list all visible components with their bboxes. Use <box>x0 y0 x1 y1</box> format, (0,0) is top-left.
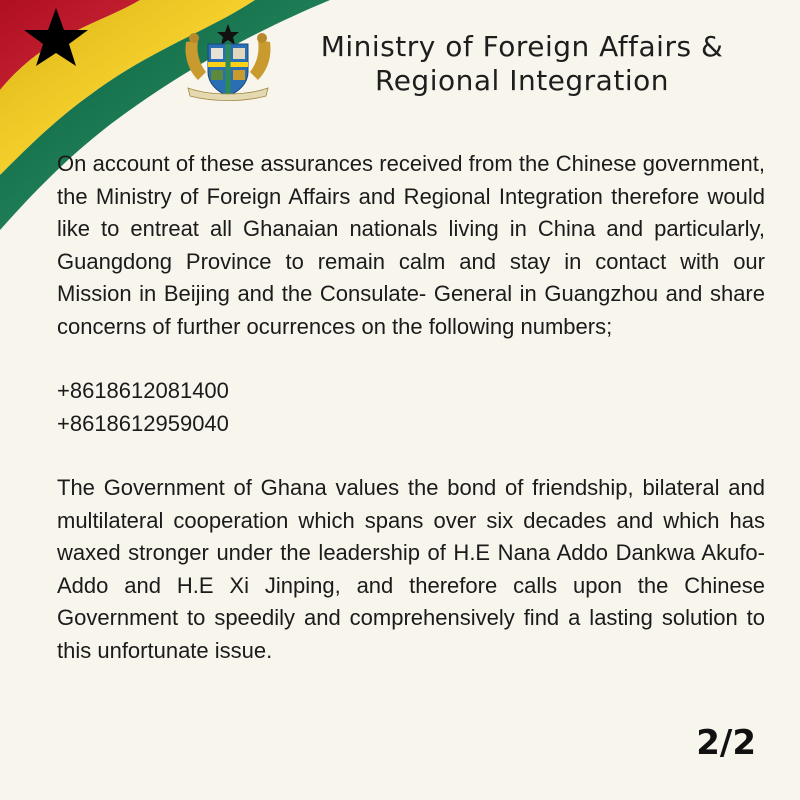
phone-number: +8618612959040 <box>57 410 229 436</box>
ministry-title <box>272 30 772 98</box>
title-line-2: Regional Integration <box>375 64 669 97</box>
statement-body <box>57 148 765 667</box>
paragraph-2: The Government of Ghana values the bond of friendship, bilateral and multilateral cooperation which spans over six decades and which has waxed stronger under the leadership of H.E Nana Addo Dankwa Akufo-Addo and H.E Xi Jinping, and therefore calls upon the Chinese Government to speedily and comprehensively find a lasting solution to this unfortunate issue. <box>57 475 765 663</box>
ghana-coat-of-arms-icon <box>180 22 276 102</box>
phone-numbers <box>57 375 765 440</box>
page-indicator: 2/2 <box>696 723 756 763</box>
phone-number: +8618612081400 <box>57 378 229 403</box>
paragraph-1: On account of these assurances received from the Chinese government, the Ministry of Foreign Affairs and Regional Integration therefore would like to entreat all Ghanaian nationals living in China and particularly, Guangdong Province to remain calm and stay in contact with our Mission in Beijing and the Consulate- General in Guangzhou and share concerns of further ocurrences on the following numbers; <box>57 151 765 339</box>
title-line-1: Ministry of Foreign Affairs & <box>320 30 724 63</box>
header <box>180 22 780 108</box>
